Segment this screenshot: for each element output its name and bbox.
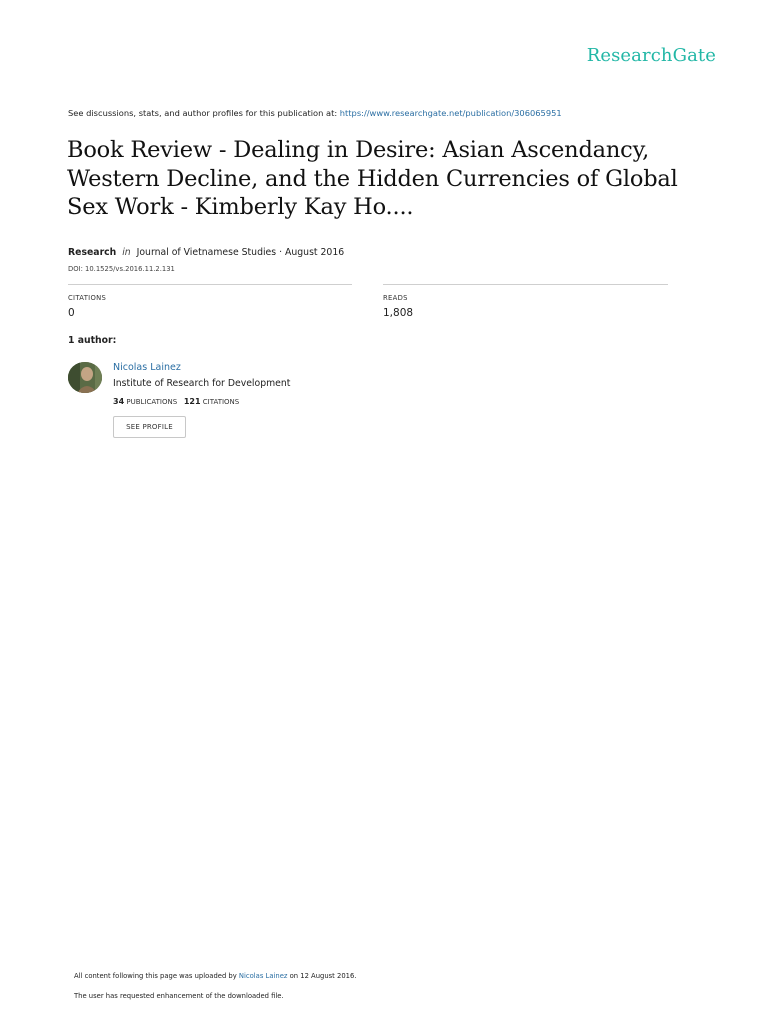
citations-label: CITATIONS [68, 294, 107, 302]
reads-divider [383, 284, 668, 285]
reads-label: READS [383, 294, 408, 302]
avatar-photo-icon [68, 362, 102, 393]
in-label: in [122, 247, 131, 258]
publication-url-link[interactable]: https://www.researchgate.net/publication/306065951 [339, 108, 562, 118]
discussions-text: See discussions, stats, and author profiles for this publication at: [68, 108, 340, 118]
upload-suffix: on 12 August 2016. [287, 972, 357, 980]
publications-count: 34 [113, 397, 125, 406]
publication-meta [68, 247, 344, 258]
enhancement-note: The user has requested enhancement of the downloaded file. [74, 992, 284, 1000]
doi: DOI: 10.1525/vs.2016.11.2.131 [68, 265, 175, 273]
researchgate-logo[interactable]: ResearchGate [586, 45, 716, 66]
upload-notice [74, 972, 356, 980]
meta-separator: · [279, 247, 283, 258]
author-citations-count: 121 [183, 397, 201, 406]
see-profile-button[interactable]: SEE PROFILE [113, 416, 186, 438]
reads-value: 1,808 [383, 307, 414, 319]
author-avatar[interactable] [68, 362, 102, 393]
discussions-notice [68, 108, 562, 118]
uploader-link[interactable]: Nicolas Lainez [238, 972, 288, 980]
author-stats [113, 397, 239, 406]
citations-value: 0 [68, 307, 75, 319]
publication-title: Book Review - Dealing in Desire: Asian Ascendancy, Western Decline, and the Hidden Currencies of Global Sex Work - Kimberly Kay Ho.... [67, 137, 678, 220]
publication-type: Research [68, 247, 117, 258]
publication-date: August 2016 [285, 247, 345, 258]
author-name-link[interactable]: Nicolas Lainez [113, 362, 181, 373]
upload-prefix: All content following this page was uploaded by [74, 972, 239, 980]
author-citations-label: CITATIONS [202, 398, 240, 406]
journal-name: Journal of Vietnamese Studies [136, 247, 277, 258]
citations-divider [68, 284, 352, 285]
author-institution: Institute of Research for Development [113, 378, 291, 389]
authors-heading: 1 author: [68, 335, 117, 346]
publications-label: PUBLICATIONS [126, 398, 178, 406]
